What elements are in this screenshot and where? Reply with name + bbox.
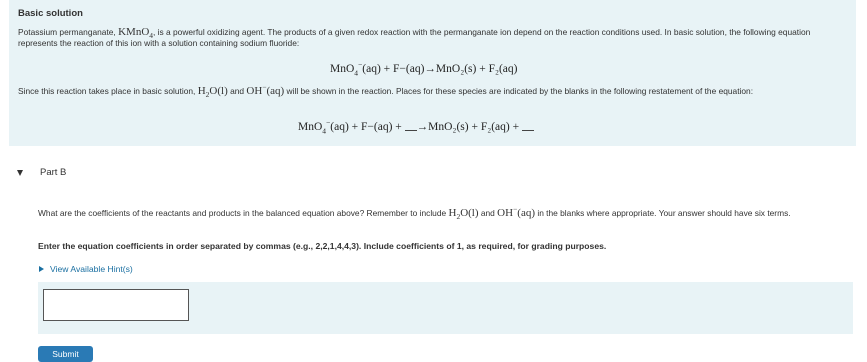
equation-1: MnO$_4$−(aq) + F−(aq)→MnO₂(s) + F₂(aq) [330, 60, 518, 78]
chevron-down-icon [17, 170, 23, 176]
answer-input[interactable] [43, 289, 189, 321]
question-text: What are the coefficients of the reactants and products in the balanced equation above? Remember to include $H_2O(l)$ and OH−(aq) in the blanks where appropriate. Your answer should have six terms. [38, 204, 791, 222]
intro-heading: Basic solution [18, 8, 83, 19]
kmno4-formula: KMnO$_4$ [118, 26, 154, 41]
part-b-label: Part B [40, 167, 67, 178]
blank-1 [405, 129, 417, 131]
hydroxide-formula: OH−(aq) [497, 204, 535, 219]
submit-button[interactable]: Submit [38, 346, 93, 362]
equation-2-with-blanks: MnO$_4$−(aq) + F−(aq) + →MnO₂(s) + F₂(aq) + [298, 121, 534, 133]
blank-2 [522, 129, 534, 131]
intro-p1-text-b: , is a powerful oxidizing agent. The products of a given redox reaction with the permanganate ion depend on the reaction conditions used. In basic solution, the following equation represents the reaction of this ion with a solution containing sodium fluoride: [18, 27, 811, 48]
intro-p1-text-a: Potassium permanganate, [18, 27, 116, 37]
view-hints-label: View Available Hint(s) [50, 264, 133, 274]
caret-right-icon [39, 266, 44, 272]
intro-paragraph-1 [18, 27, 838, 49]
hydroxide-formula: OH−(aq) [246, 82, 285, 97]
intro-panel [9, 0, 856, 146]
intro-paragraph-2: Since this reaction takes place in basic solution, $H_2O(l)$ and OH−(aq) will be shown in the reaction. Places for these species are indicated by the blanks in the following restatement of the equation: [18, 82, 754, 100]
water-formula: $H_2O(l)$ [197, 85, 228, 100]
answer-panel [38, 282, 853, 334]
instruction-text: Enter the equation coefficients in order separated by commas (e.g., 2,2,1,4,4,3). Include coefficients of 1, as required, for grading purposes. [38, 241, 607, 251]
water-formula: $H_2O(l)$ [448, 207, 479, 222]
